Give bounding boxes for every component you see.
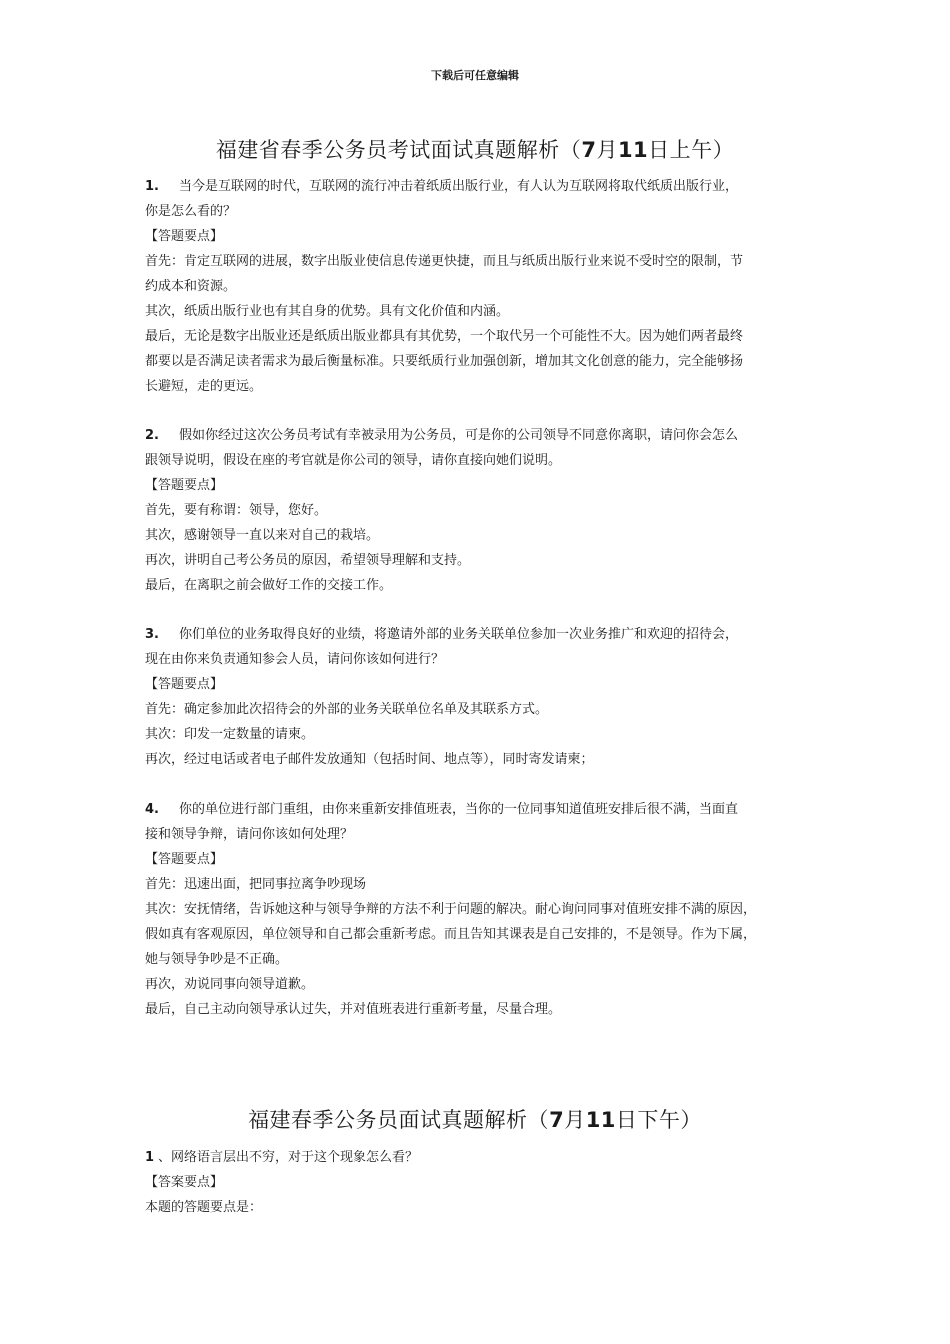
question-text: 当今是互联网的时代，互联网的流行冲击着纸质出版行业，有人认为互联网将取代纸质出版行业， xyxy=(178,179,738,194)
answer-line: 首先：肯定互联网的进展，数字出版业使信息传递更快捷，而且与纸质出版行业来说不受时空的限制，节 xyxy=(145,254,744,269)
question-block-s2-1 xyxy=(145,1145,820,1220)
question-block-3 xyxy=(145,622,820,772)
answer-line: 再次，讲明自己考公务员的原因，希望领导理解和支持。 xyxy=(145,553,471,568)
question-text-cont: 现在由你来负责通知参会人员，请问你该如何进行？ xyxy=(145,652,445,667)
answer-line: 最后，在离职之前会做好工作的交接工作。 xyxy=(145,578,393,593)
answer-intro: 本题的答题要点是： xyxy=(145,1200,263,1215)
answer-line: 其次：安抚情绪，告诉她这种与领导争辩的方法不利于问题的解决。耐心询问同事对值班安排不满的原因， xyxy=(145,902,757,917)
question-text: 假如你经过这次公务员考试有幸被录用为公务员，可是你的公司领导不同意你离职，请问你会怎么 xyxy=(178,428,738,443)
answer-line: 假如真有客观原因，单位领导和自己都会重新考虑。而且告知其课表是自己安排的，不是领导。作为下属， xyxy=(145,927,757,942)
answer-line: 约成本和资源。 xyxy=(145,279,237,294)
question-line xyxy=(145,423,820,448)
question-text: 你们单位的业务取得良好的业绩，将邀请外部的业务关联单位参加一次业务推广和欢迎的招待会， xyxy=(178,627,738,642)
question-text-cont: 跟领导说明，假设在座的考官就是你公司的领导，请你直接向她们说明。 xyxy=(145,453,562,468)
section1-title-e: 日上午） xyxy=(648,138,735,162)
question-number: 1 xyxy=(145,1150,155,1165)
answer-line: 其次，感谢领导一直以来对自己的栽培。 xyxy=(145,528,380,543)
question-line xyxy=(145,797,820,822)
answer-line: 再次，经过电话或者电子邮件发放通知（包括时间、地点等），同时寄发请柬； xyxy=(145,752,594,767)
points-label: 【答题要点】 xyxy=(145,852,224,867)
section2-title xyxy=(0,1104,950,1134)
question-text-cont: 接和领导争辩，请问你该如何处理？ xyxy=(145,827,354,842)
question-block-4 xyxy=(145,797,820,1022)
question-number: 1. xyxy=(145,179,159,194)
answer-line: 再次，劝说同事向领导道歉。 xyxy=(145,977,315,992)
question-line xyxy=(145,622,820,647)
question-number: 3. xyxy=(145,627,159,642)
points-label: 【答题要点】 xyxy=(145,677,224,692)
section1-title-d: 11 xyxy=(617,138,649,162)
section1-title-c: 月 xyxy=(596,138,618,162)
header-note: 下载后可任意编辑 xyxy=(431,69,519,82)
points-label: 【答案要点】 xyxy=(145,1175,224,1190)
answer-line: 最后，自己主动向领导承认过失，并对值班表进行重新考量，尽量合理。 xyxy=(145,1002,562,1017)
question-number: 4. xyxy=(145,802,159,817)
section1-title-b: 7 xyxy=(581,138,597,162)
question-text: 、网络语言层出不穷，对于这个现象怎么看？ xyxy=(158,1150,419,1165)
section2-title-d: 11 xyxy=(585,1108,616,1132)
answer-line: 最后，无论是数字出版业还是纸质出版业都具有其优势，一个取代另一个可能性不大。因为她们两者最终 xyxy=(145,329,744,344)
answer-line: 长避短，走的更远。 xyxy=(145,379,263,394)
answer-line: 首先：迅速出面，把同事拉离争吵现场 xyxy=(145,877,367,892)
points-label: 【答题要点】 xyxy=(145,478,224,493)
answer-line: 其次，纸质出版行业也有其自身的优势。具有文化价值和内涵。 xyxy=(145,304,510,319)
answer-line: 首先，要有称谓：领导，您好。 xyxy=(145,503,328,518)
section2-title-b: 7 xyxy=(549,1108,565,1132)
answer-line: 都要以是否满足读者需求为最后衡量标准。只要纸质行业加强创新，增加其文化创意的能力，完全能够扬 xyxy=(145,354,744,369)
section2-title-a: 福建春季公务员面试真题解析（ xyxy=(248,1108,550,1132)
question-text-cont: 你是怎么看的？ xyxy=(145,204,237,219)
question-text: 你的单位进行部门重组，由你来重新安排值班表，当你的一位同事知道值班安排后很不满，当面直 xyxy=(178,802,738,817)
section1-title-a: 福建省春季公务员考试面试真题解析（ xyxy=(215,138,582,162)
question-block-2 xyxy=(145,423,820,598)
question-number: 2. xyxy=(145,428,159,443)
question-line xyxy=(145,174,820,199)
section2-title-e: 日下午） xyxy=(615,1108,702,1132)
points-label: 【答题要点】 xyxy=(145,229,224,244)
answer-line: 其次：印发一定数量的请柬。 xyxy=(145,727,315,742)
question-line xyxy=(145,1145,820,1170)
section2-title-c: 月 xyxy=(564,1108,586,1132)
question-block-1 xyxy=(145,174,820,399)
answer-line: 她与领导争吵是不正确。 xyxy=(145,952,289,967)
section1-title xyxy=(0,134,950,164)
answer-line: 首先：确定参加此次招待会的外部的业务关联单位名单及其联系方式。 xyxy=(145,702,549,717)
